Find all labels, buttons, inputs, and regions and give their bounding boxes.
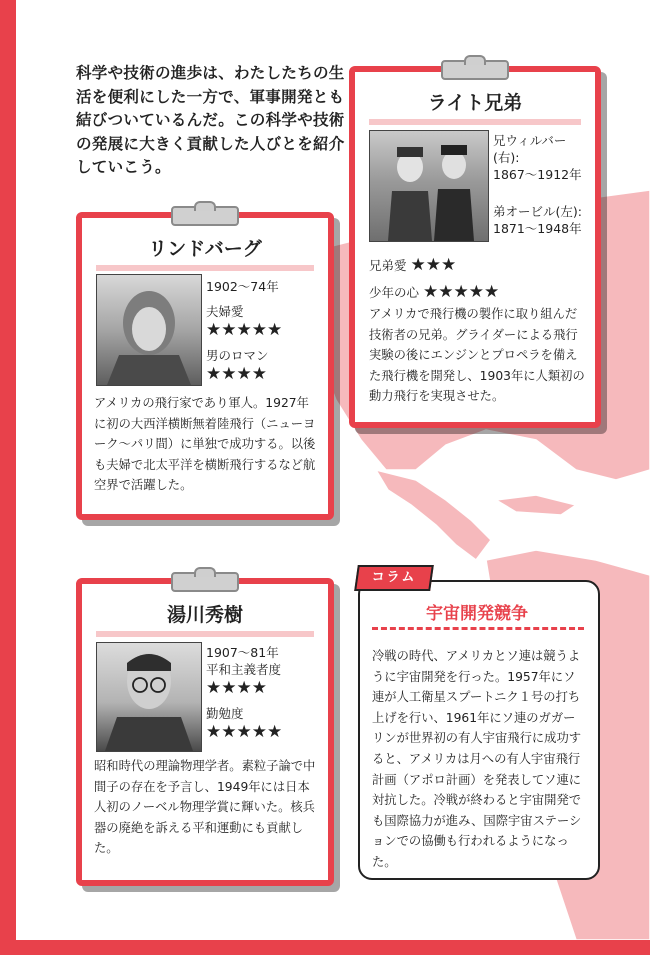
person2-label: 弟オービル(左): xyxy=(493,204,582,219)
rating-label: 夫婦愛 xyxy=(206,304,244,319)
rating-stars: ★★★ xyxy=(410,255,457,275)
card-yukawa xyxy=(76,578,334,886)
rating-stars: ★★★★★ xyxy=(206,320,283,340)
portrait-icon xyxy=(370,131,488,241)
lindbergh-description: アメリカの飛行家であり軍人。1927年に初の大西洋横断無着陸飛行（ニューヨーク〜パリ間）に単独で成功する。以後も夫婦で北太平洋を横断飛行するなど航空界で活躍した。 xyxy=(94,396,316,492)
yukawa-photo xyxy=(96,642,202,752)
column-tag xyxy=(354,565,434,591)
person1-label: 兄ウィルバー(右): xyxy=(493,133,567,165)
map-central-america xyxy=(376,470,491,560)
lindbergh-photo xyxy=(96,274,202,386)
card-title: ライト兄弟 xyxy=(427,92,523,114)
rating-stars: ★★★★ xyxy=(206,364,267,384)
rating-stars: ★★★★ xyxy=(206,678,267,698)
title-underline xyxy=(369,119,581,125)
portrait-icon xyxy=(97,643,201,751)
page xyxy=(16,0,650,940)
years: 1907〜81年 xyxy=(206,645,279,660)
lindbergh-facts xyxy=(206,278,322,385)
rating-stars: ★★★★★ xyxy=(206,722,283,742)
column-tag-label: コラム xyxy=(371,570,417,585)
years: 1902〜74年 xyxy=(206,279,279,294)
rating-label: 兄弟愛 xyxy=(369,258,407,273)
wright-brothers-photo xyxy=(369,130,489,242)
clipboard-clip-icon xyxy=(441,60,509,80)
map-caribbean xyxy=(496,495,576,515)
wright-description: アメリカで飛行機の製作に取り組んだ技術者の兄弟。グライダーによる飛行実験の後にエンジンとプロペラを備えた飛行機を開発し、1903年に人類初の動力飛行を実現させた。 xyxy=(369,307,585,403)
rating-label: 勤勉度 xyxy=(206,706,244,721)
title-underline xyxy=(96,631,314,637)
clipboard-clip-icon xyxy=(171,572,239,592)
intro-text: 科学や技術の進歩は、わたしたちの生活を便利にした一方で、軍事開発とも結びついているんだ。この科学や技術の発展に大きく貢献した人びとを紹介していこう。 xyxy=(76,64,345,176)
wright-ratings xyxy=(369,255,589,303)
clipboard-clip-icon xyxy=(171,206,239,226)
rating-stars: ★★★★★ xyxy=(423,282,500,302)
yukawa-description: 昭和時代の理論物理学者。素粒子論で中間子の存在を予言し、1949年には日本人初のノーベル物理学賞に輝いた。核兵器の廃絶を訴える平和運動にも貢献した。 xyxy=(94,759,316,855)
person1-years: 1867〜1912年 xyxy=(493,167,582,182)
rating-label: 少年の心 xyxy=(369,285,420,300)
rating-label: 男のロマン xyxy=(206,348,269,363)
card-title: リンドバーグ xyxy=(148,238,262,260)
card-wright-brothers xyxy=(349,66,601,428)
column-text: 冷戦の時代、アメリカとソ連は競うように宇宙開発を行った。1957年にソ連が人工衛星スプートニク１号の打ち上げを行い、1961年にソ連のガガーリンが世界初の有人宇宙飛行に成功すると、アメリカは月への有人宇宙飛行計画（アポロ計画）を発表してソ連に対抗した。冷戦が終わると宇宙開発でも国際協力が進み、国際宇宙ステーションでの協働も行われるようになった。 xyxy=(372,649,582,869)
person2-years: 1871〜1948年 xyxy=(493,221,582,236)
wright-facts xyxy=(493,132,589,237)
rating-label: 平和主義者度 xyxy=(206,662,282,677)
column-divider xyxy=(372,627,584,630)
card-title: 湯川秀樹 xyxy=(166,604,243,626)
column-title: 宇宙開発競争 xyxy=(426,604,528,624)
portrait-icon xyxy=(97,275,201,385)
card-lindbergh xyxy=(76,212,334,520)
title-underline xyxy=(96,265,314,271)
yukawa-facts xyxy=(206,644,322,743)
